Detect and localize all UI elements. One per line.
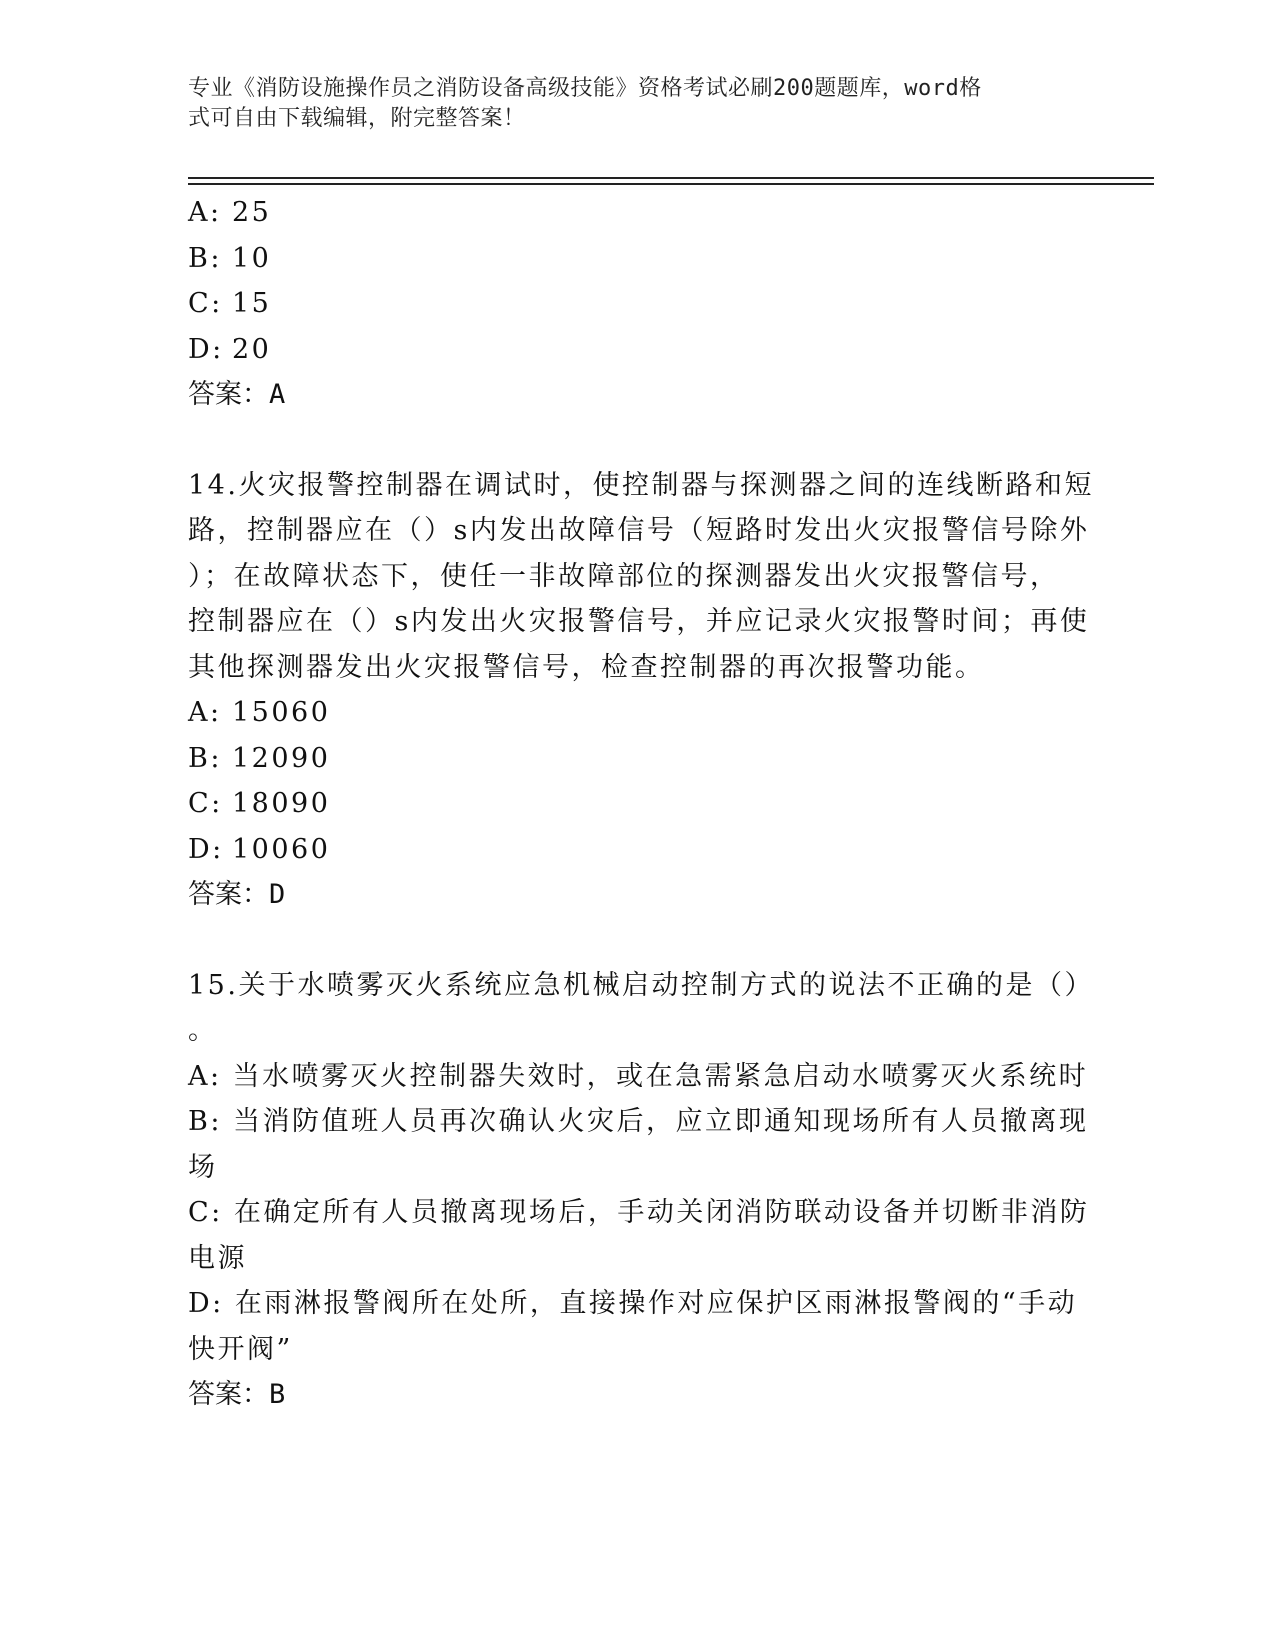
option-key: A: <box>188 697 222 728</box>
question-text-line: 控制器应在（）s内发出火灾报警信号，并应记录火灾报警时间；再使 <box>188 606 1090 637</box>
option-text: 25 <box>232 197 272 228</box>
option-key: D: <box>188 833 224 865</box>
document-body <box>188 190 1094 1418</box>
option-key: B: <box>188 742 222 774</box>
spacer <box>188 418 1078 463</box>
option-line-c: C: 在确定所有人员撤离现场后，手动关闭消防联动设备并切断非消防 <box>188 1197 1090 1228</box>
option-text: 10060 <box>232 833 331 865</box>
option-line-b-cont: 场 <box>188 1151 218 1183</box>
option-b <box>188 236 1078 282</box>
question-text-line: 其他探测器发出火灾报警信号，检查控制器的再次报警功能。 <box>188 651 985 683</box>
option-key: B: <box>188 242 222 274</box>
option-key: A: <box>188 197 222 228</box>
option-line-d: D: 在雨淋报警阀所在处所，直接操作对应保护区雨淋报警阀的“手动 <box>188 1288 1078 1319</box>
question-text-line: 。 <box>188 1015 218 1046</box>
option-line-a: A: 当水喷雾灭火控制器失效时，或在急需紧急启动水喷雾灭火系统时 <box>188 1060 1089 1092</box>
option-text: 18090 <box>232 788 331 819</box>
option-c <box>188 781 1078 827</box>
option-d <box>188 327 1078 373</box>
header-divider-top <box>188 177 1154 179</box>
option-line-c-cont: 电源 <box>188 1242 247 1274</box>
document-header <box>188 74 1068 134</box>
question-text-line: 14.火灾报警控制器在调试时，使控制器与探测器之间的连线断路和短 <box>188 469 1094 501</box>
option-text: 20 <box>232 333 272 365</box>
option-c <box>188 281 1078 327</box>
question-text-line: 路，控制器应在（）s内发出故障信号（短路时发出火灾报警信号除外 <box>188 515 1090 546</box>
header-line-2: 式可自由下载编辑，附完整答案！ <box>188 106 526 131</box>
option-text: 15 <box>232 288 272 319</box>
option-key: D: <box>188 333 224 365</box>
option-a <box>188 690 1078 736</box>
option-line-d-cont: 快开阀” <box>188 1333 293 1365</box>
option-key: C: <box>188 288 223 319</box>
option-b <box>188 736 1078 782</box>
answer-line: 答案：A <box>188 379 286 410</box>
option-text: 10 <box>232 242 272 274</box>
question-text-line: ）；在故障状态下，使任一非故障部位的探测器发出火灾报警信号， <box>188 560 1060 592</box>
option-d <box>188 827 1078 873</box>
header-line-1: 专业《消防设施操作员之消防设备高级技能》资格考试必刷200题题库，word格 <box>188 76 982 101</box>
option-line-b: B: 当消防值班人员再次确认火灾后，应立即通知现场所有人员撤离现 <box>188 1106 1089 1137</box>
question-text-line: 15.关于水喷雾灭火系统应急机械启动控制方式的说法不正确的是（） <box>188 969 1094 1001</box>
option-text: 12090 <box>232 742 331 774</box>
question-13 <box>188 190 1078 418</box>
question-14 <box>188 463 1094 918</box>
header-divider-bottom <box>188 183 1154 185</box>
spacer <box>188 918 1078 963</box>
answer-line: 答案：D <box>188 879 286 910</box>
option-a <box>188 190 1078 236</box>
question-15 <box>188 963 1094 1418</box>
option-key: C: <box>188 788 223 819</box>
answer-line: 答案：B <box>188 1379 286 1410</box>
option-text: 15060 <box>232 697 331 728</box>
